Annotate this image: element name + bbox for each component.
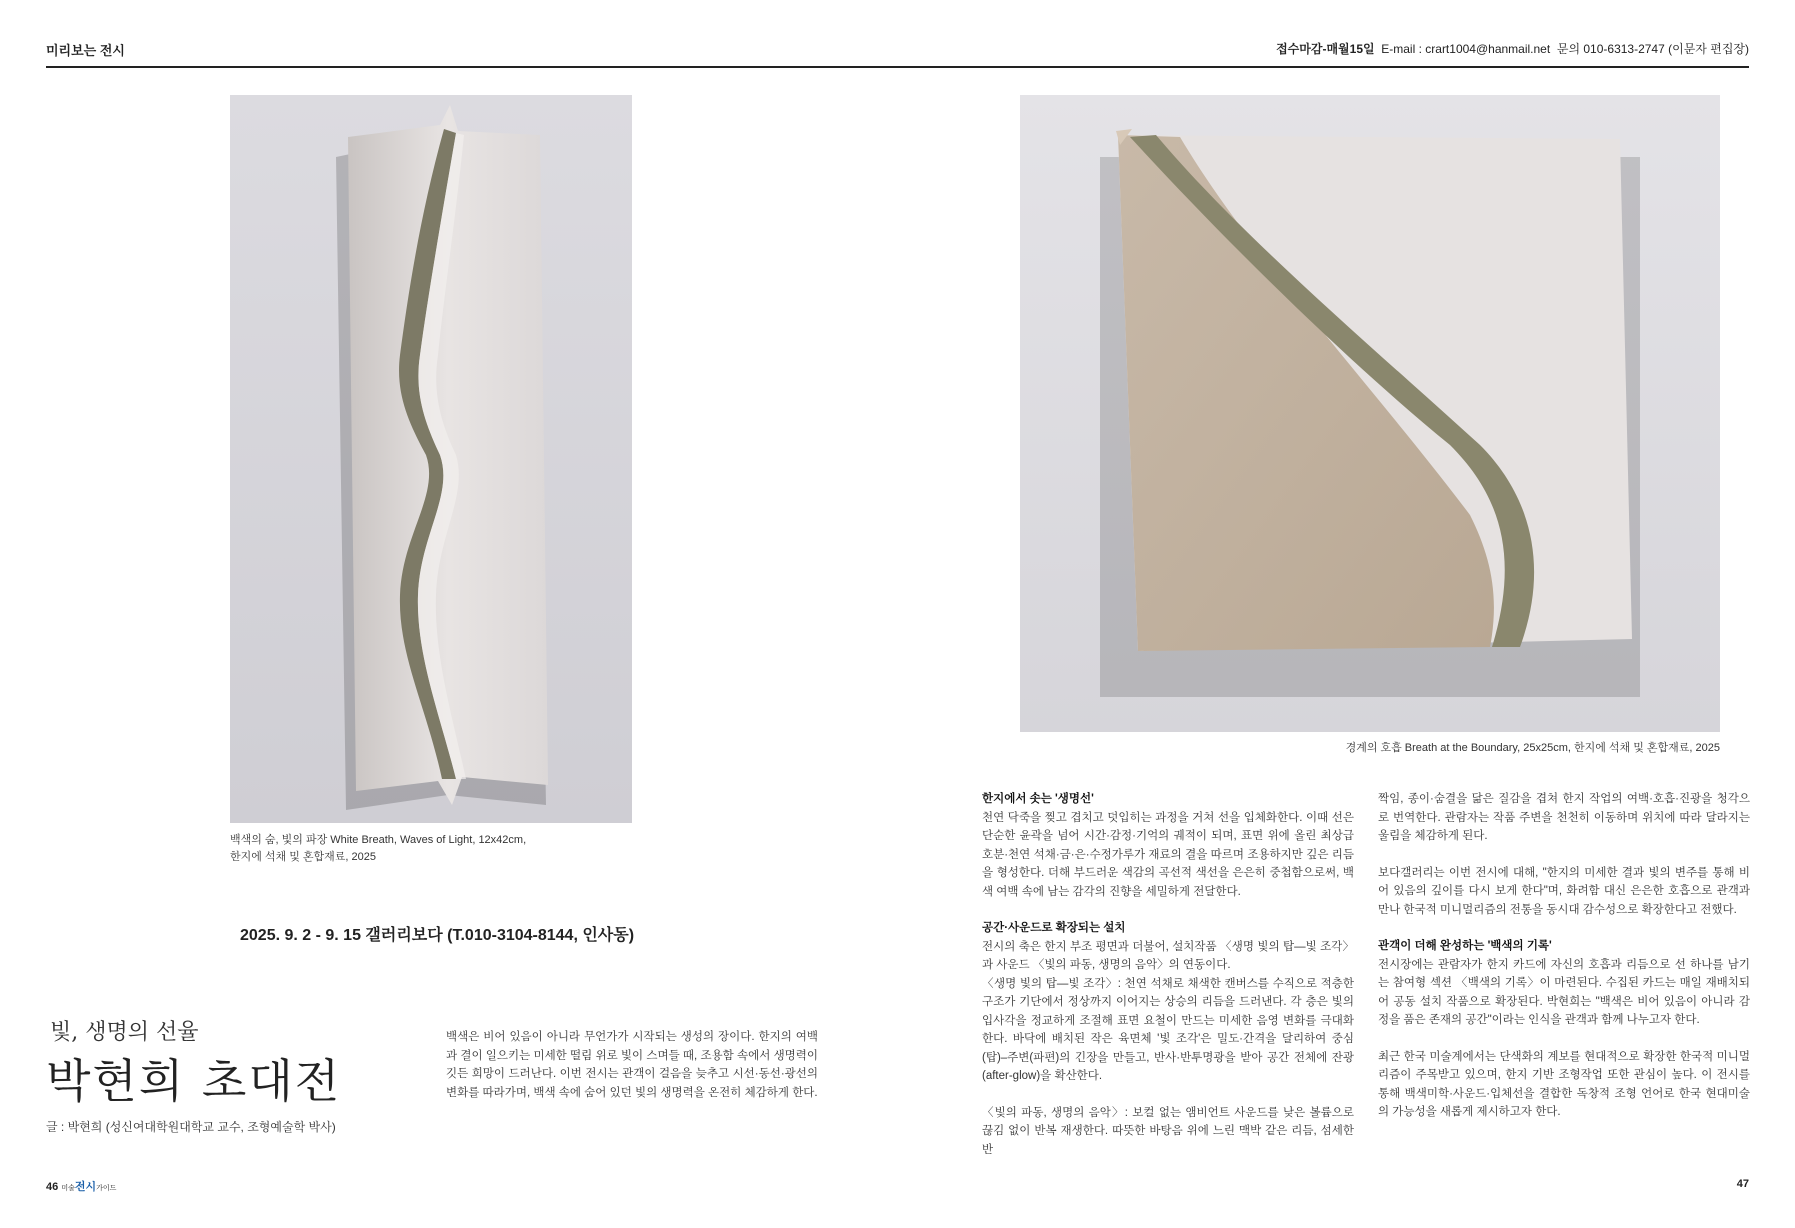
exhibition-subtitle: 빛, 생명의 선율: [50, 1020, 199, 1045]
artwork-caption-1: [230, 832, 526, 866]
section-body-installation-intro: 전시의 축은 한지 부조 평면과 더불어, 설치작품 〈생명 빛의 탑—빛 조각〉과 사운드 〈빛의 파동, 생명의 음악〉의 연동이다.: [982, 940, 1354, 971]
submission-info: [1276, 40, 1749, 57]
email-text: E-mail : crart1004@hanmail.net: [1381, 42, 1551, 56]
section-body-closing: 최근 한국 미술계에서는 단색화의 계보를 현대적으로 확장한 한국적 미니멀리즘이 주목받고 있으며, 한지 기반 조형작업 또한 관심이 높다. 이 전시를 통해 백색미학·사운드·입체선을 결합한 독창적 조형 언어로 한국 현대미술의 가능성을 새롭게 제시하고자 한다.: [1378, 1050, 1750, 1118]
section-label: 미리보는 전시: [46, 43, 125, 58]
intro-paragraph: 백색은 비어 있음이 아니라 무언가가 시작되는 생성의 장이다. 한지의 여백과 결이 일으키는 미세한 떨림 위로 빛이 스며들 때, 조용함 속에서 생명력이 깃든 희망이 드러난다. 이번 전시는 관객이 걸음을 늦추고 시선·동선·광선의 변화를 따라가며, 백색 속에 숨어 있던 빛의 생명력을 온전히 체감하게 한다.: [446, 1031, 818, 1099]
author-credit: 글 : 박현희 (성신여대학원대학교 교수, 조형예술학 박사): [46, 1120, 336, 1134]
section-body-installation-sound: 〈빛의 파동, 생명의 음악〉: 보컬 없는 앰비언트 사운드를 낮은 볼륨으로 끊김 없이 반복 재생한다. 따뜻한 바탕음 위에 느린 맥박 같은 리듬, 섬세한 반: [982, 1106, 1354, 1156]
section-heading-record: 관객이 더해 완성하는 '백색의 기록': [1378, 940, 1552, 952]
caption-line-2: 한지에 석채 및 혼합재료, 2025: [230, 851, 377, 863]
deadline-text: 접수마감-매월15일: [1276, 42, 1375, 56]
page-number-left: 46: [46, 1181, 59, 1193]
artwork-illustration-vertical: [230, 95, 632, 823]
brand-suffix: 가이드: [96, 1185, 117, 1192]
section-body-lifeline: 천연 닥죽을 찢고 겹치고 덧입히는 과정을 거쳐 선을 입체화한다. 이때 선은 단순한 윤곽을 넘어 시간·감정·기억의 궤적이 되며, 표면 위에 올린 최상급 호분·천연 석채·금·은·수정가루가 재료의 결을 따르며 조용하지만 깊은 리듬을 형성한다. 더해 부드러운 색감의 곡선적 색선을 은은히 중첩함으로써, 백색 여백 속에 남는 감각의 진향을 세밀하게 전달한다.: [982, 811, 1354, 898]
brand-logo: 전시: [74, 1181, 97, 1193]
exhibition-title: 박현희 초대전: [46, 1054, 342, 1108]
section-body-record: 전시장에는 관람자가 한지 카드에 자신의 호흡과 리듬으로 선 하나를 남기는 참여형 섹션 〈백색의 기록〉이 마련된다. 수집된 카드는 매일 재배치되어 공동 설치 작품으로 확장된다. 박현희는 "백색은 비어 있음이 아니라 감정을 품은 존재의 공간"이라는 인식을 관객과 함께 나누고자 한다.: [1378, 958, 1750, 1026]
header-rule: [46, 66, 1749, 68]
artwork-photo-white-breath: [230, 95, 632, 823]
section-body-installation-tower: 〈생명 빛의 탑—빛 조각〉: 천연 석채로 채색한 캔버스를 수직으로 적층한 구조가 기단에서 정상까지 이어지는 상승의 리듬을 드러낸다. 각 층은 빛의 입사각을 정교하게 조절해 표면 요철이 만드는 미세한 음영 변화를 극대화한다. 바닥에 배치된 작은 육면체 '빛 조각'은 밀도·간격을 달리하여 중심(탑)–주변(파편)의 긴장을 만들고, 반사·반투명광을 받아 공간 전체에 잔광(after-glow)을 확산한다.: [982, 977, 1354, 1082]
section-heading-lifeline: 한지에서 솟는 '생명선': [982, 793, 1094, 805]
page-number-left-group: [46, 1178, 116, 1194]
intro-column: [446, 1028, 818, 1120]
page-number-right: 47: [1736, 1178, 1749, 1190]
artwork-photo-breath-boundary: [1020, 95, 1720, 732]
section-body-sound-continued: 짝임, 종이·숨결을 닮은 질감을 겹쳐 한지 작업의 여백·호흡·진광을 청각으로 번역한다. 관람자는 작품 주변을 천천히 이동하며 위치에 따라 달라지는 울림을 체감하게 된다.: [1378, 793, 1750, 842]
article-column-2: [1378, 790, 1750, 1140]
section-body-gallery-quote: 보다갤러리는 이번 전시에 대해, "한지의 미세한 결과 빛의 변주를 통해 비어 있음의 깊이를 다시 보게 한다"며, 화려함 대신 은은한 호흡으로 관객과 만나 한국적 미니멀리즘의 전통을 동시대 감수성으로 확장한다고 전했다.: [1378, 866, 1750, 916]
artwork-caption-2: 경계의 호흡 Breath at the Boundary, 25x25cm, 한지에 석채 및 혼합재료, 2025: [1345, 742, 1720, 754]
section-heading-installation: 공간·사운드로 확장되는 설치: [982, 922, 1126, 934]
article-column-1: [982, 790, 1354, 1177]
artwork-illustration-square: [1020, 95, 1720, 732]
contact-text: 문의 010-6313-2747 (이문자 편집장): [1556, 42, 1749, 56]
brand-prefix: 미술: [61, 1185, 75, 1192]
caption-line-1: 백색의 숨, 빛의 파장 White Breath, Waves of Light, 12x42cm,: [230, 834, 527, 846]
exhibition-dates-venue: 2025. 9. 2 - 9. 15 갤러리보다 (T.010-3104-8144, 인사동): [240, 927, 635, 944]
